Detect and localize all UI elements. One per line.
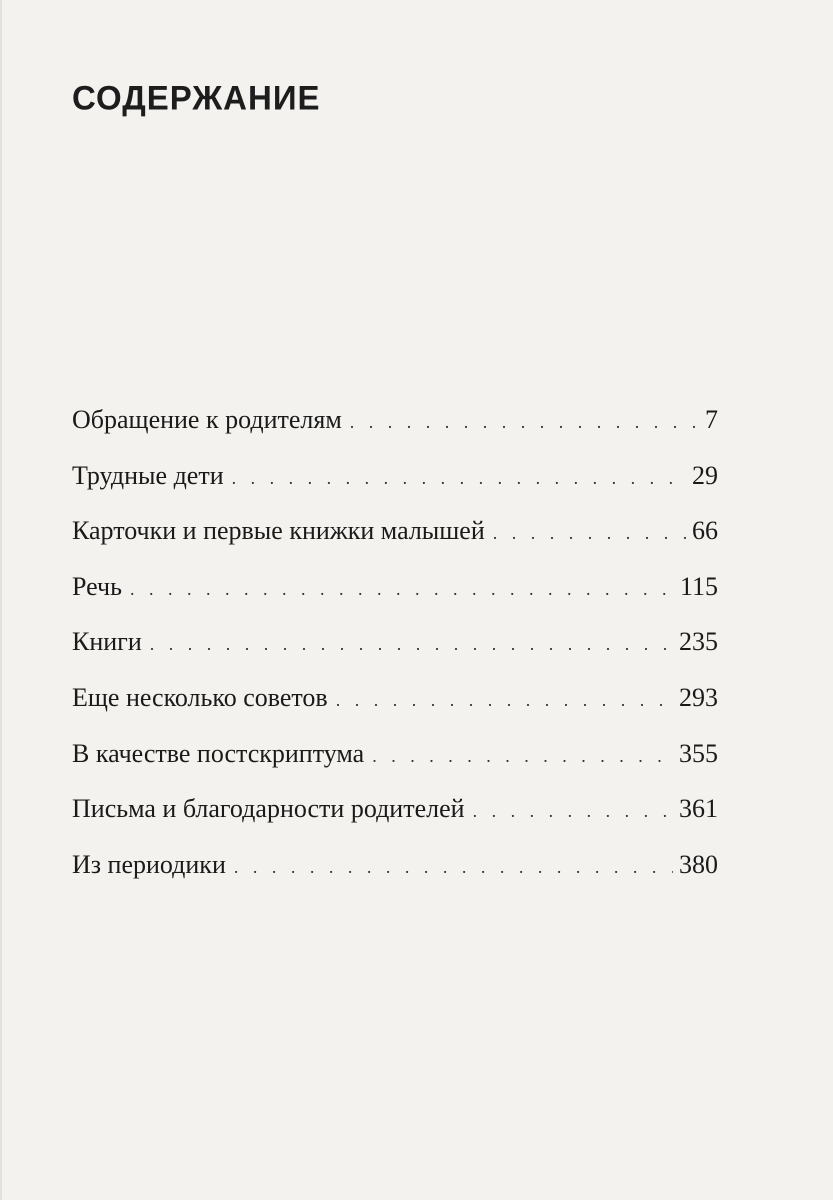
toc-entry	[72, 787, 718, 843]
toc-entry-page: 380	[679, 849, 718, 879]
toc-leader-dots	[493, 511, 686, 555]
toc-entry-title: Обращение к родителям	[72, 405, 342, 434]
toc-entry-title: Книги	[72, 627, 142, 657]
toc-entry-title: Письма и благодарности родителей	[72, 794, 465, 824]
toc-entry-page: 355	[679, 738, 718, 768]
table-of-contents	[72, 398, 718, 898]
toc-leader-dots	[130, 567, 674, 611]
toc-entry	[72, 843, 718, 899]
toc-entry	[72, 676, 718, 732]
page-title: СОДЕРЖАНИЕ	[72, 78, 321, 117]
toc-entry-page: 66	[692, 516, 718, 546]
toc-leader-dots	[350, 400, 699, 444]
toc-entry-page: 361	[679, 794, 718, 824]
toc-entry	[72, 565, 718, 621]
toc-entry-page: 293	[679, 682, 718, 712]
toc-leader-dots	[336, 678, 673, 722]
toc-leader-dots	[372, 734, 673, 778]
toc-entry-title: Из периодики	[72, 849, 226, 879]
toc-entry-page: 29	[692, 460, 718, 490]
toc-entry	[72, 620, 718, 676]
toc-entry-title: Речь	[72, 571, 122, 601]
toc-leader-dots	[473, 789, 673, 833]
toc-entry-title: Еще несколько советов	[72, 682, 328, 712]
toc-entry-title: Карточки и первые книжки малышей	[72, 516, 485, 546]
toc-entry-title: Трудные дети	[72, 460, 224, 490]
toc-entry	[72, 509, 718, 565]
toc-entry-page: 235	[679, 627, 718, 657]
toc-leader-dots	[232, 456, 686, 500]
toc-entry	[72, 398, 718, 454]
toc-entry	[72, 732, 718, 788]
toc-leader-dots	[234, 845, 673, 889]
toc-entry-page: 7	[705, 405, 718, 434]
toc-leader-dots	[150, 622, 673, 666]
toc-entry-title: В качестве постскриптума	[72, 738, 365, 768]
toc-entry	[72, 454, 718, 510]
toc-entry-page: 115	[679, 571, 718, 601]
